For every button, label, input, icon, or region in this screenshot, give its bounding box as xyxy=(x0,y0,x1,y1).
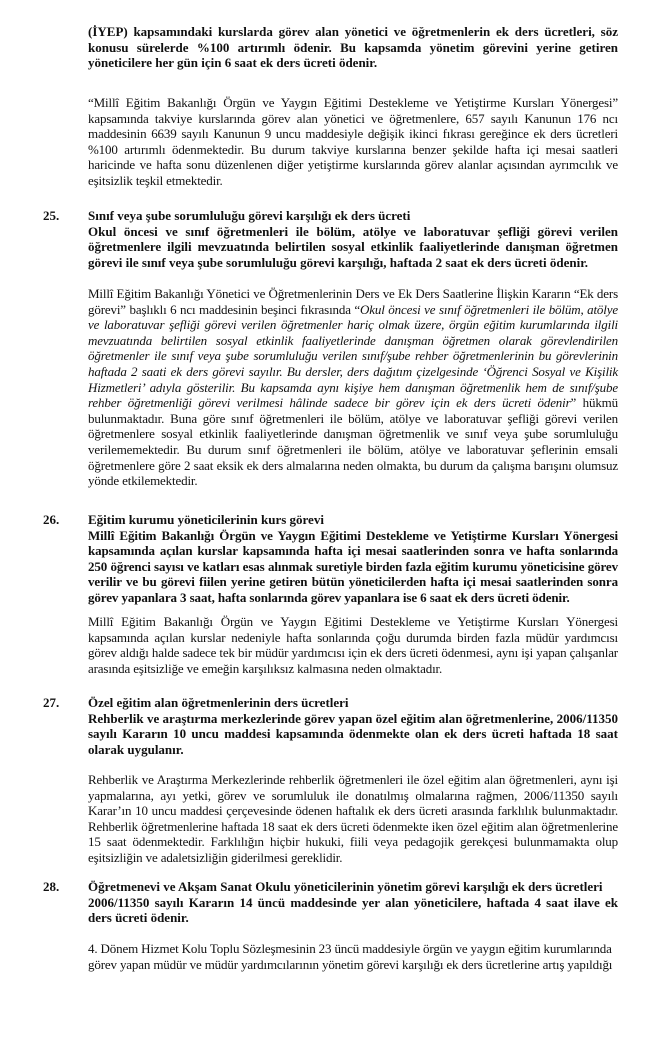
item-proposal: Millî Eğitim Bakanlığı Örgün ve Yaygın Eğitimi Destekleme ve Yetiştirme Kursları Yönergesi kapsamında açılan kurslar kapsamında hafta içi mesai saatlerinden sonra ve hafta sonlarında 250 öğrenci sayısı ve katları esas alınmak suretiyle birden fazla eğitim kurumu yöneticisine görev verilir ve bu görevi fiilen yerine getiren bütün yöneticilerden hafta içi mesai saatlerinden sonra görev yapanlara 3 saat, hafta sonlarında görev yapanlara ise 6 saat ek ders ücreti ödenir. xyxy=(88,527,618,605)
item-explanation xyxy=(88,286,618,489)
item-title: Sınıf veya şube sorumluluğu görevi karşılığı ek ders ücreti xyxy=(88,208,411,223)
explanation-tail: ” hükmü bulunmaktadır. Buna göre sınıf öğretmenleri ile bölüm, atölye ve laboratuvar şefliği görevi verilen öğretmenlere sosyal etkinlik faaliyetlerinde danışman öğretmenlik ve sınıf veya şube sorumluluğu verilememektedir. Bu durum sınıf öğretmenleri ile bölüm, atölye ve laboratuvar şeflerinin emsali öğretmenlere göre 2 saat eksik ek ders almalarına neden olmakta, bu durum da çalışma barışını olumsuz yönde etkilemektedir. xyxy=(88,395,618,489)
item-proposal: Rehberlik ve araştırma merkezlerinde görev yapan özel eğitim alan öğretmenlerine, 2006/11350 sayılı Kararın 10 uncu maddesi kapsamında ödenmekte olan ek ders ücreti haftada 18 saat olarak uygulanır. xyxy=(88,710,618,757)
item-explanation: Rehberlik ve Araştırma Merkezlerinde rehberlik öğretmenleri ile özel eğitim alan öğretmenleri, aynı işi yapmalarına, ayı yetki, görev ve sorumluluk ile donatılmış olmalarına rağmen, 2006/11350 sayılı Karar’ın 10 uncu maddesi çerçevesinde ödenen haftalık ek ders ücreti arasında farklılık bulunmaktadır. Rehberlik öğretmenlerine haftada 18 saat ek ders ücreti ödenmekte iken özel eğitim alan öğretmenlerine 15 saat ödenmektedir. Farklılığın hiçbir hukuki, fiili veya pedagojik gerekçesi bulunmamakta olup eşitsizliğin ve adaletsizliğin giderilmesi gereklidir. xyxy=(88,772,618,865)
item-number: 26. xyxy=(43,512,60,527)
item-title: Öğretmenevi ve Akşam Sanat Okulu yöneticilerinin yönetim görevi karşılığı ek ders ücretleri xyxy=(88,879,603,894)
explanation-lead: Millî Eğitim Bakanlığı Yönetici ve Öğretmenlerinin Ders ve Ek Ders Saatlerine İlişkin Kararın “Ek ders görevi” başlıklı 6 ncı maddesinin beşinci fıkrasında “ xyxy=(88,286,618,317)
item-explanation: Millî Eğitim Bakanlığı Örgün ve Yaygın Eğitimi Destekleme ve Yetiştirme Kursları Yönergesi kapsamında açılan kurslar nedeniyle hafta sonlarında çoğu durumda birden fazla müdür yardımcısı görev aldığı halde sadece tek bir müdür yardımcısı için ek ders ücreti ödenmesi, aynı işi yapan çalışanlar arasında eşitsizliğe ve emeğin karşılıksız kalmasına neden olmaktadır. xyxy=(88,614,618,676)
item-number: 25. xyxy=(43,208,60,223)
item-proposal: Okul öncesi ve sınıf öğretmenleri ile bölüm, atölye ve laboratuvar şefliği görevi verilen öğretmenlere ilgili mevzuatında belirtilen sosyal etkinlik faaliyetlerinde danışman öğretmen görevi ile sınıf veya şube sorumluluğu görevi karşılığı, haftada 2 saat ek ders ücreti ödenir. xyxy=(88,223,618,270)
intro-section xyxy=(88,24,618,71)
item-proposal: 2006/11350 sayılı Kararın 14 üncü maddesinde yer alan yöneticilere, haftada 4 saat ilave ek ders ücreti ödenir. xyxy=(88,894,618,926)
explanation-quote: Okul öncesi ve sınıf öğretmenleri ile bölüm, atölye ve laboratuvar şefliği görevi verilen öğretmenler hariç olmak üzere, örgün eğitim kurumlarında ilgili mevzuatında belirtilen sosyal etkinlik faaliyetlerinde danışman öğretmen olarak görevlendirilen öğretmenler ile sınıf veya şube sorumluluğu verilen sınıf/şube rehber öğretmenlerinin bu görevlerinin haftada 2 saati ek ders görevi sayılır. Bu dersler, ders dağıtım çizelgesinde ‘Öğrenci Sosyal ve Kişilik Hizmetleri’ adıyla gösterilir. Bu kapsamda aynı kişiye hem danışman öğretmenlik hem de sınıf/şube rehber öğretmenliği görevi verilmesi hâlinde sadece bir görev için ek ders ücreti ödenir xyxy=(88,301,618,411)
item-number: 28. xyxy=(43,879,60,894)
item-title: Özel eğitim alan öğretmenlerinin ders ücretleri xyxy=(88,695,349,710)
intro-bold-paragraph: (İYEP) kapsamındaki kurslarda görev alan yönetici ve öğretmenlerin ek ders ücretleri, söz konusu sürelerde %100 artırımlı ödenir. Bu kapsamda yönetim görevini yerine getiren yöneticilere her gün için 6 saat ek ders ücreti ödenir. xyxy=(88,24,618,71)
intro-explanation-paragraph: “Millî Eğitim Bakanlığı Örgün ve Yaygın Eğitimi Destekleme ve Yetiştirme Kursları Yönergesi” kapsamında takviye kurslarında görev alan yönetici ve öğretmenlere, 657 sayılı Kanunun 176 ncı maddesinin 6639 sayılı Kanunun 9 uncu maddesiyle değişik ikinci fıkrası gereğince ek ders ücretleri %100 artırımlı ödenmektedir. Bu durum takviye kurslarına benzer şekilde hafta içi mesai saatleri haricinde ve hafta sonu düzenlenen diğer yetiştirme kurslarında görev alanlar açısından ayrımcılık ve eşitsizlik teşkil etmektedir. xyxy=(88,95,618,188)
item-title: Eğitim kurumu yöneticilerinin kurs görevi xyxy=(88,512,324,527)
intro-explanation-section xyxy=(88,95,618,189)
item-number: 27. xyxy=(43,695,60,710)
item-explanation: 4. Dönem Hizmet Kolu Toplu Sözleşmesinin 23 üncü maddesiyle örgün ve yaygın eğitim kurumlarında görev yapan müdür ve müdür yardımcılarının yönetim görevi karşılığı ek ders ücretlerine artış yapıldığı xyxy=(88,941,613,972)
